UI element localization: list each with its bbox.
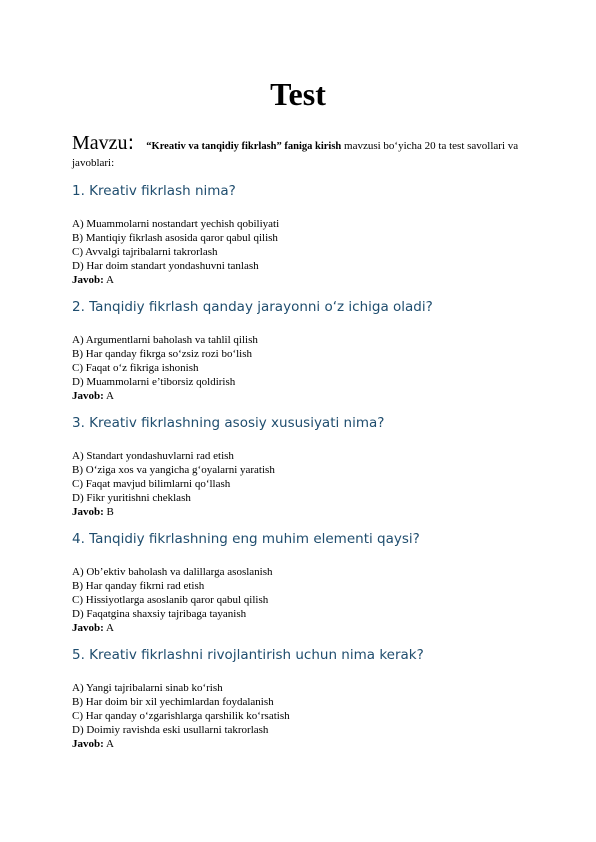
question-title: 5. Kreativ fikrlashni rivojlantirish uchun nima kerak?	[72, 647, 424, 663]
answer-label: Javob:	[72, 390, 104, 402]
intro-paragraph	[72, 130, 527, 171]
options-list	[72, 565, 532, 635]
option: D) Faqatgina shaxsiy tajribaga tayanish	[72, 608, 247, 620]
answer-line	[72, 273, 532, 287]
option: A) Muammolarni nostandart yechish qobiliyati	[72, 218, 280, 230]
question-block	[72, 646, 532, 751]
options-list	[72, 681, 532, 751]
topic-colon: :	[127, 130, 135, 154]
answer-value: B	[106, 506, 114, 518]
option: A) Ob’ektiv baholash va dalillarga asoslanish	[72, 566, 273, 578]
answer-value: A	[105, 738, 114, 750]
option: D) Fikr yuritishni cheklash	[72, 492, 191, 504]
question-block	[72, 298, 532, 403]
intro-text: mavzusi bo‘yicha 20 ta test savollari va javoblari:	[72, 140, 519, 169]
answer-label: Javob:	[72, 506, 104, 518]
topic-subject: “Kreativ va tanqidiy fikrlash” faniga kirish	[146, 141, 342, 152]
option: C) Faqat mavjud bilimlarni qo‘llash	[72, 478, 231, 490]
options-list	[72, 217, 532, 287]
option: D) Har doim standart yondashuvni tanlash	[72, 260, 259, 272]
answer-line	[72, 737, 532, 751]
option: A) Yangi tajribalarni sinab ko‘rish	[72, 682, 223, 694]
question-block	[72, 530, 532, 635]
option: B) Har qanday fikrga so‘zsiz rozi bo‘lish	[72, 348, 253, 360]
options-list	[72, 449, 532, 519]
option: C) Avvalgi tajribalarni takrorlash	[72, 246, 218, 258]
option: B) Har doim bir xil yechimlardan foydalanish	[72, 696, 274, 708]
answer-value: A	[105, 390, 114, 402]
option: D) Doimiy ravishda eski usullarni takrorlash	[72, 724, 269, 736]
answer-label: Javob:	[72, 274, 104, 286]
question-title: 4. Tanqidiy fikrlashning eng muhim elementi qaysi?	[72, 531, 420, 547]
option: B) Mantiqiy fikrlash asosida qaror qabul qilish	[72, 232, 278, 244]
page-title: Test	[270, 76, 326, 112]
question-title: 1. Kreativ fikrlash nima?	[72, 183, 236, 199]
option: D) Muammolarni e’tiborsiz qoldirish	[72, 376, 236, 388]
option: C) Har qanday o‘zgarishlarga qarshilik ko‘rsatish	[72, 710, 290, 722]
answer-value: A	[105, 274, 114, 286]
topic-label: Mavzu	[72, 132, 128, 154]
option: A) Standart yondashuvlarni rad etish	[72, 450, 234, 462]
option: B) Har qanday fikrni rad etish	[72, 580, 205, 592]
option: A) Argumentlarni baholash va tahlil qilish	[72, 334, 258, 346]
answer-value: A	[105, 622, 114, 634]
answer-line	[72, 621, 532, 635]
option: C) Faqat o‘z fikriga ishonish	[72, 362, 199, 374]
answer-label: Javob:	[72, 738, 104, 750]
answer-line	[72, 505, 532, 519]
question-title: 2. Tanqidiy fikrlash qanday jarayonni o‘z ichiga oladi?	[72, 299, 433, 315]
option: C) Hissiyotlarga asoslanib qaror qabul qilish	[72, 594, 269, 606]
question-block	[72, 414, 532, 519]
answer-label: Javob:	[72, 622, 104, 634]
option: B) O‘ziga xos va yangicha g‘oyalarni yaratish	[72, 464, 275, 476]
question-title: 3. Kreativ fikrlashning asosiy xususiyati nima?	[72, 415, 385, 431]
question-block	[72, 182, 532, 287]
answer-line	[72, 389, 532, 403]
options-list	[72, 333, 532, 403]
